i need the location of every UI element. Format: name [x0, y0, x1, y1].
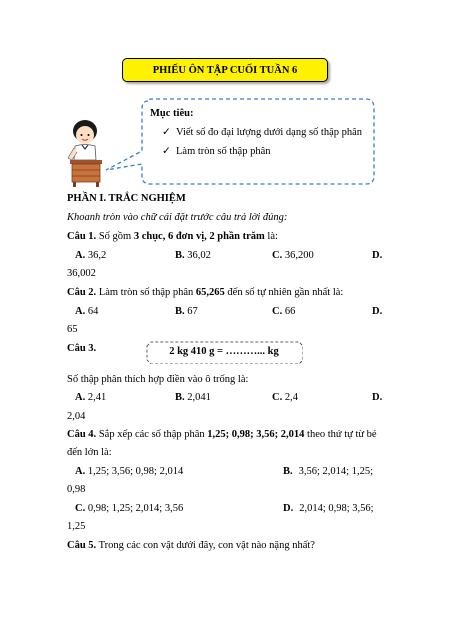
question-text: Số thập phân thích hợp điền vào ô trống là:: [67, 374, 249, 385]
goal-item: [150, 123, 368, 142]
question-text: đến số tự nhiên gần nhất là:: [224, 287, 344, 298]
option-c[interactable]: C. 0,98; 1,25; 2,014; 3,56: [75, 503, 184, 514]
option-b[interactable]: B. 36,02: [175, 250, 211, 261]
question-label: Câu 1.: [67, 231, 97, 242]
option-d-value: 2,04: [67, 411, 86, 422]
question-text: là:: [264, 231, 278, 242]
option-d[interactable]: D.: [372, 306, 383, 317]
part-title: PHẦN I. TRẮC NGHIỆM: [67, 193, 186, 204]
answer-options: [67, 246, 387, 265]
option-d[interactable]: D.: [372, 250, 383, 261]
answer-options: [67, 302, 387, 321]
option-b[interactable]: B. 2,041: [175, 392, 211, 403]
check-icon: ✓: [162, 146, 171, 157]
goals-heading: Mục tiêu:: [150, 108, 194, 119]
fill-in-expression: 2 kg 410 g = ………... kg: [169, 346, 279, 357]
option-c[interactable]: C. 2,4: [272, 392, 298, 403]
option-a[interactable]: A. 2,41: [75, 392, 107, 403]
option-d[interactable]: D. 2,014; 0,98; 3,56;: [283, 503, 374, 514]
option-b-value: 0,98: [67, 484, 86, 495]
question-1: [67, 227, 387, 246]
part-instruction: Khoanh tròn vào chữ cái đặt trước câu trả lời đúng:: [67, 212, 288, 223]
option-c[interactable]: C. 66: [272, 306, 296, 317]
question-label: Câu 5.: [67, 540, 97, 551]
goal-text: Viết số đo đại lượng dưới dạng số thập phân: [176, 127, 363, 138]
option-c[interactable]: C. 36,200: [272, 250, 314, 261]
answer-options: [67, 388, 387, 407]
question-5: [67, 536, 387, 555]
question-text: đến lớn là:: [67, 447, 112, 458]
question-4: [67, 425, 387, 444]
goal-item: [150, 142, 368, 161]
option-d-value: 1,25: [67, 521, 86, 532]
worksheet-title: PHIẾU ÔN TẬP CUỐI TUẦN 6: [122, 58, 328, 82]
answer-options: [67, 462, 387, 481]
option-d-value: 65: [67, 324, 78, 335]
option-b[interactable]: B. 67: [175, 306, 198, 317]
question-text: Sắp xếp các số thập phân: [96, 429, 208, 440]
option-a[interactable]: A. 36,2: [75, 250, 107, 261]
question-2: [67, 283, 387, 302]
question-emphasis: 65,265: [195, 287, 225, 298]
option-b[interactable]: B. 3,56; 2,014; 1,25;: [283, 466, 374, 477]
question-label: Câu 4.: [67, 429, 97, 440]
question-text: theo thứ tự từ bé: [304, 429, 377, 440]
question-text: Làm tròn số thập phân: [96, 287, 196, 298]
question-text: Trong các con vật dưới đây, con vật nào nặng nhất?: [96, 540, 315, 551]
question-text: Số gồm: [96, 231, 134, 242]
question-emphasis: 3 chục, 6 đơn vị, 2 phần trăm: [133, 231, 265, 242]
question-label: Câu 3.: [67, 343, 97, 354]
option-a[interactable]: A. 64: [75, 306, 99, 317]
option-d[interactable]: D.: [372, 392, 383, 403]
answer-options: [67, 499, 387, 518]
option-a[interactable]: A. 1,25; 3,56; 0,98; 2,014: [75, 466, 184, 477]
question-label: Câu 2.: [67, 287, 97, 298]
check-icon: ✓: [162, 127, 171, 138]
goal-text: Làm tròn số thập phân: [176, 146, 271, 157]
question-emphasis: 1,25; 0,98; 3,56; 2,014: [207, 429, 305, 440]
goals-panel: [150, 104, 368, 161]
option-d-value: 36,002: [67, 268, 96, 279]
